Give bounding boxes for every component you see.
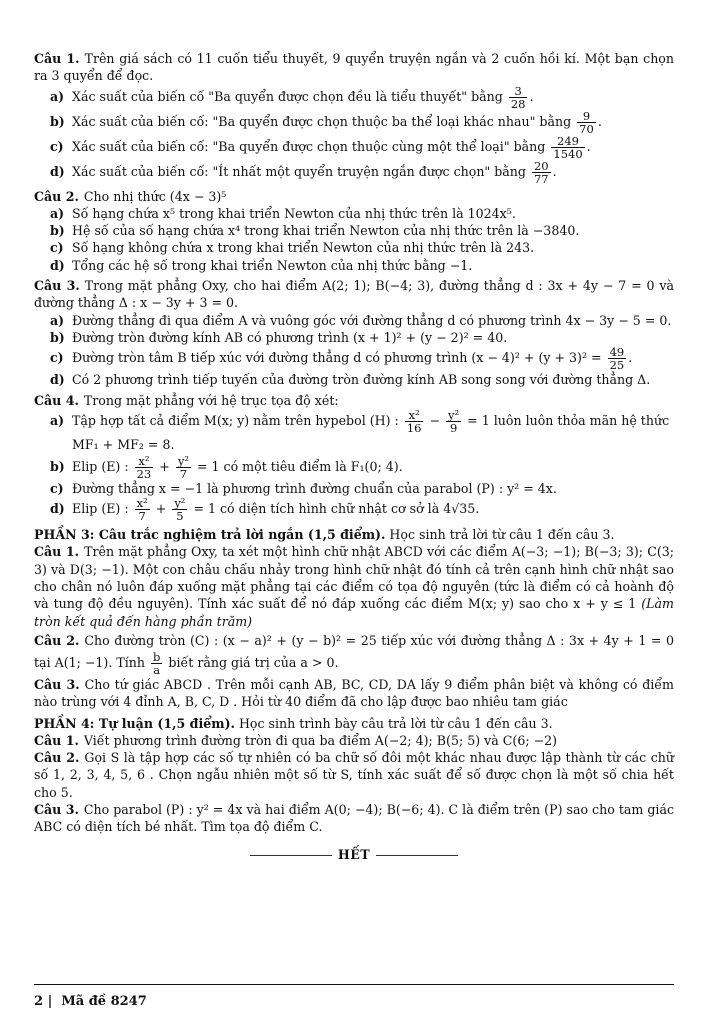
question-text: Trên giá sách có 11 cuốn tiểu thuyết, 9 quyển truyện ngắn và 2 cuốn hồi kí. Một bạn chọn ra 3 quyển để đọc. — [34, 51, 674, 84]
end-marker: HẾT — [34, 846, 674, 863]
question-label: Câu 3. — [34, 278, 80, 294]
answer-item-3d: d) Có 2 phương trình tiếp tuyến của đường tròn đường kính AB song song với đường thẳng Δ. — [50, 372, 651, 388]
section-4 — [34, 715, 674, 836]
question-1 — [34, 50, 674, 185]
section-intro: Học sinh trả lời từ câu 1 đến câu 3. — [389, 527, 615, 543]
short-question-2: Câu 2. Cho đường tròn (C) : (x − a)² + (y − b)² = 25 tiếp xúc với đường thẳng Δ : 3x + 4y + 1 = 0 tại A(1; −1). Tính $\frac{b}{a}$ biết rằng giá trị của a > 0. — [34, 632, 675, 677]
question-4 — [34, 392, 674, 523]
answer-item-1d: d) Xác suất của biến cố: "Ít nhất một quyển truyện ngắn được chọn" bằng $\frac{20}{77}$ . — [50, 158, 557, 186]
section-title: PHẦN 4: Tự luận (1,5 điểm). — [34, 715, 235, 731]
fraction: $\frac{3}{28}$ — [510, 83, 526, 111]
question-label: Câu 4. — [34, 392, 79, 408]
answer-item-4d: d) Elip (E) : $\frac{\text{x²}}{7}$ + $\frac{\text{y²}}{5}$ = 1 có diện tích hình chữ nhật cơ sở là 4√35. — [50, 496, 480, 524]
fraction: $\frac{20}{77}$ — [533, 158, 549, 186]
question-2 — [34, 188, 674, 274]
question-label: Câu 2. — [34, 188, 79, 204]
exam-page — [34, 50, 674, 863]
answer-item-3b: b) Đường tròn đường kính AB có phương trình (x + 1)² + (y − 2)² = 40. — [50, 329, 508, 345]
footer-divider — [34, 984, 674, 985]
question-3 — [34, 277, 674, 388]
essay-question-1: Câu 1. Viết phương trình đường tròn đi qua ba điểm A(−2; 4); B(5; 5) và C(6; −2) — [34, 732, 558, 748]
question-text: Trong mặt phẳng Oxy, cho hai điểm A(2; 1); B(−4; 3), đường thẳng d : 3x + 4y − 7 = 0 và đường thẳng Δ : x − 3y + 3 = 0. — [34, 278, 675, 311]
answer-item-4c: c) Đường thẳng x = −1 là phương trình đường chuẩn của parabol (P) : y² = 4x. — [50, 480, 557, 496]
answer-item-2b: b) Hệ số của số hạng chứa x⁴ trong khai triển Newton của nhị thức trên là −3840. — [50, 223, 580, 239]
fraction: $\frac{9}{70}$ — [579, 108, 594, 136]
divider — [376, 855, 458, 856]
essay-question-3: Câu 3. Cho parabol (P) : y² = 4x và hai điểm A(0; −4); B(−6; 4). C là điểm trên (P) sao cho tam giác ABC có diện tích bé nhất. Tìm tọa độ điểm C. — [34, 802, 674, 835]
short-question-1: Câu 1. Trên mặt phẳng Oxy, ta xét một hình chữ nhật ABCD với các điểm A(−3; −1); B(−3; 3); C(3; 3) và D(3; −1). Một con châu chấu nhảy trong hình chữ nhật đó tính cả trên cạnh hình chữ nhật sao cho chân nó luôn đáp xuống mặt phẳng tại các điểm có tọa độ nguyên (tức là điểm có cả hoành độ và tung độ đều nguyên). Tính xác suất để nó đáp xuống các điểm M(x; y) sao cho x + y ≤ 1 (Làm tròn kết quả đến hàng phần trăm) — [34, 544, 674, 629]
answer-item-1a: a) Xác suất của biến cố "Ba quyển được chọn đều là tiểu thuyết" bằng $\frac{3}{28}$ . — [50, 83, 534, 111]
essay-question-2: Câu 2. Gọi S là tập hợp các số tự nhiên có ba chữ số đôi một khác nhau được lập thành từ các chữ số 1, 2, 3, 4, 5, 6 . Chọn ngẫu nhiên một số từ S, tính xác suất để số được chọn là một số chia hết cho 5. — [34, 750, 675, 800]
answer-item-2c: c) Số hạng không chứa x trong khai triển Newton của nhị thức trên là 243. — [50, 240, 535, 256]
answer-item-4a: a) Tập hợp tất cả điểm M(x; y) nằm trên hypebol (H) : $\frac{\text{x²}}{16}$ − $\frac{\text{y²}}{9}$ = 1 luôn luôn thỏa mãn hệ thức MF₁ + MF₂ = 8. — [50, 407, 670, 452]
question-text: Cho nhị thức (4x − 3)⁵ — [83, 188, 227, 204]
section-3 — [34, 526, 674, 710]
answer-item-3a: a) Đường thẳng đi qua điểm A và vuông góc với đường thẳng d có phương trình 4x − 3y − 5 = 0. — [50, 312, 672, 328]
answer-item-2d: d) Tổng các hệ số trong khai triển Newton của nhị thức bằng −1. — [50, 257, 473, 273]
answer-item-3c: c) Đường tròn tâm B tiếp xúc với đường thẳng d có phương trình (x − 4)² + (y + 3)² = $\frac{49}{25}$ . — [50, 345, 633, 373]
section-intro: Học sinh trình bày câu trả lời từ câu 1 đến câu 3. — [238, 715, 553, 731]
fraction: $\frac{\text{y²}}{9}$ — [448, 407, 460, 435]
question-label: Câu 1. — [34, 51, 80, 66]
answer-item-1c: c) Xác suất của biến cố: "Ba quyển được chọn thuộc cùng một thể loại" bằng $\frac{249}{1540}$ . — [50, 133, 591, 161]
section-title: PHẦN 3: Câu trắc nghiệm trả lời ngắn (1,5 điểm). — [34, 527, 386, 543]
fraction: $\frac{\text{x²}}{7}$ — [136, 496, 148, 524]
answer-item-2a: a) Số hạng chứa x⁵ trong khai triển Newton của nhị thức trên là 1024x⁵. — [50, 205, 516, 221]
short-question-3: Câu 3. Cho tứ giác ABCD . Trên mỗi cạnh AB, BC, CD, DA lấy 9 điểm phân biệt và không có điểm nào trùng với 4 đỉnh A, B, C, D . Hỏi từ 40 điểm đã cho lập được bao nhiêu tam giác — [34, 676, 674, 710]
fraction: $\frac{\text{x²}}{23}$ — [136, 453, 152, 481]
fraction: $\frac{b}{a}$ — [153, 649, 161, 677]
fraction: $\frac{\text{y²}}{7}$ — [177, 453, 189, 481]
fraction: $\frac{\text{x²}}{16}$ — [406, 407, 422, 435]
question-text: Trong mặt phẳng với hệ trục tọa độ xét: — [83, 392, 339, 408]
answer-item-1b: b) Xác suất của biến cố: "Ba quyển được chọn thuộc ba thể loại khác nhau" bằng $\frac{9}{70}$ . — [50, 108, 602, 136]
page-number: 2 — [34, 994, 44, 1009]
fraction: $\frac{249}{1540}$ — [553, 133, 583, 161]
page-footer: 2 | Mã đề 8247 — [34, 994, 147, 1009]
divider — [250, 855, 332, 856]
answer-item-4b: b) Elip (E) : $\frac{\text{x²}}{23}$ + $\frac{\text{y²}}{7}$ = 1 có một tiêu điểm là F₁(0; 4). — [50, 453, 403, 481]
exam-code: Mã đề 8247 — [61, 994, 147, 1009]
fraction: $\frac{\text{y²}}{5}$ — [174, 496, 186, 524]
fraction: $\frac{49}{25}$ — [609, 345, 625, 373]
